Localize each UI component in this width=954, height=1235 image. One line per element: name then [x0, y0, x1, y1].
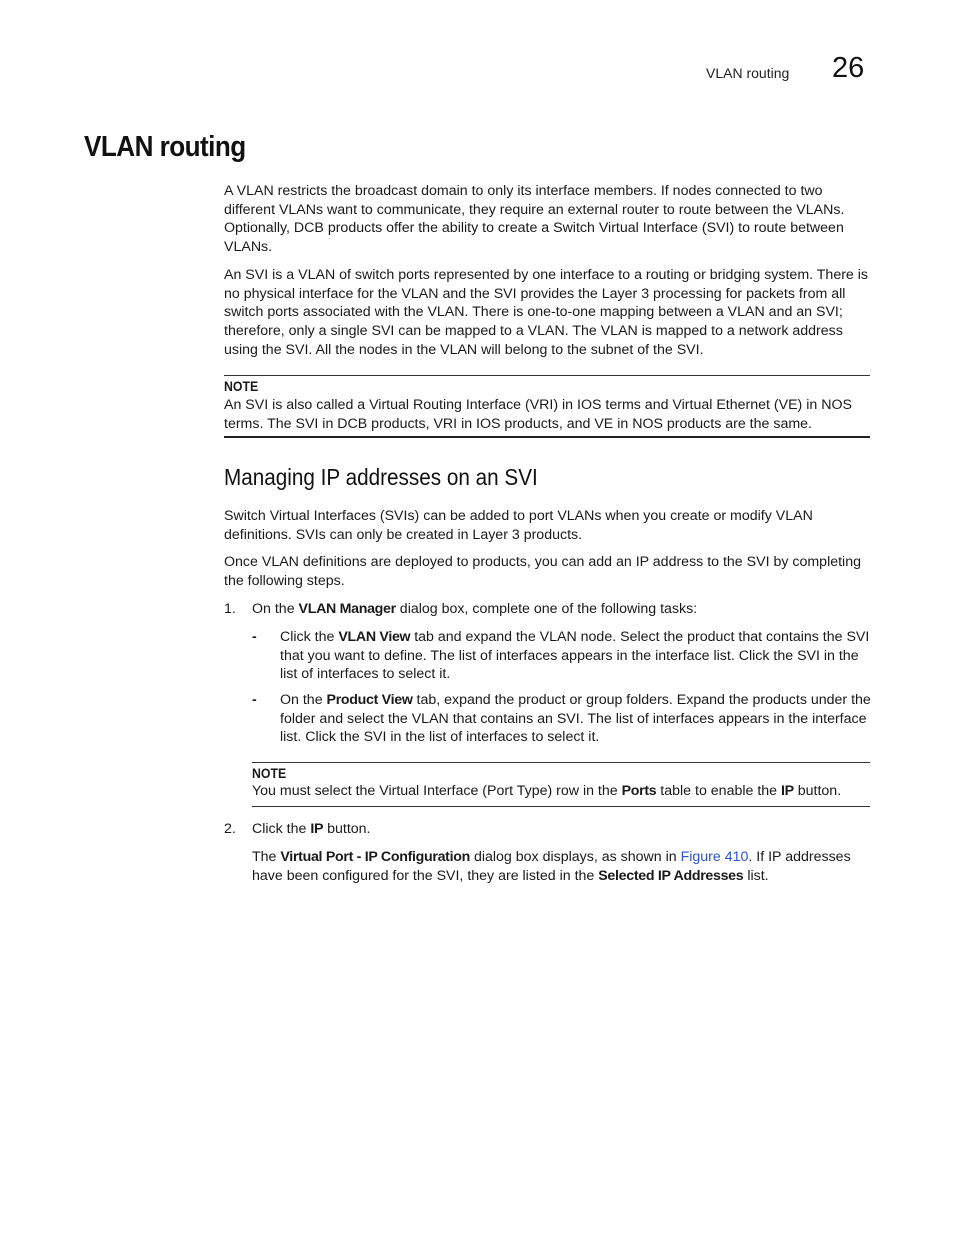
section-heading: Managing IP addresses on an SVI	[224, 464, 538, 490]
section-paragraph-1: Switch Virtual Interfaces (SVIs) can be added to port VLANs when you create or modify VLAN definitions. SVIs can only be created in Layer 3 products.	[224, 508, 813, 543]
product-view-ui-label: Product View	[326, 692, 413, 708]
ip-ui-label: IP	[781, 783, 794, 799]
intro-paragraph-1: A VLAN restricts the broadcast domain to only its interface members. If nodes connected to two different VLANs want to communicate, they require an external router to route between the VLANs. Optionally, DCB products offer the ability to create a Switch Virtual Interface (SVI) to route between VLANs.	[224, 183, 845, 256]
note-1-text: An SVI is also called a Virtual Routing Interface (VRI) in IOS terms and Virtual Ethernet (VE) in NOS terms. The SVI in DCB products, VRI in IOS products, and VE in NOS products are the same.	[224, 397, 852, 432]
running-header-chapter-number: 26	[832, 52, 865, 84]
note-2-bottom-rule	[252, 806, 870, 807]
bullet-1-pre: Click the	[280, 629, 339, 645]
bullet-2-pre: On the	[280, 692, 327, 708]
note-2-top-rule	[252, 762, 870, 763]
note-2-label: NOTE	[252, 765, 287, 781]
step-1-text	[252, 600, 872, 619]
step-2-post: button.	[323, 821, 371, 837]
running-header-section: VLAN routing	[706, 65, 790, 81]
section-paragraph-2: Once VLAN definitions are deployed to products, you can add an IP address to the SVI by completing the following steps.	[224, 554, 861, 589]
step-2-pre: Click the	[252, 821, 311, 837]
note-2-mid: table to enable the	[656, 783, 781, 799]
vlan-view-ui-label: VLAN View	[338, 629, 411, 645]
follow-pre: The	[252, 849, 281, 865]
bullet-1-post: tab and expand the VLAN node. Select the product that contains the SVI that you want to define. The list of interfaces appears in the interface list. Click the SVI in the list of interfaces to select it.	[280, 629, 870, 683]
note-2-text	[252, 782, 872, 801]
note-2-pre: You must select the Virtual Interface (Port Type) row in the	[252, 783, 622, 799]
step-1-text-post: dialog box, complete one of the following tasks:	[395, 601, 698, 617]
note-1-bottom-rule	[224, 436, 870, 438]
bullet-1-marker: -	[252, 629, 257, 645]
virtual-port-ip-config-ui-label: Virtual Port - IP Configuration	[280, 849, 470, 865]
selected-ip-addresses-ui-label: Selected IP Addresses	[598, 867, 744, 884]
step-1-text-pre: On the	[252, 601, 299, 617]
note-1-top-rule	[224, 375, 870, 376]
note-2-post: button.	[793, 783, 842, 799]
bullet-2-text	[280, 691, 872, 747]
step-2-number: 2.	[224, 821, 236, 837]
page-title: VLAN routing	[84, 131, 246, 163]
step-2-text	[252, 820, 872, 839]
bullet-2-post: tab, expand the product or group folders. Expand the products under the folder and select the VLAN that contains an SVI. The list of interfaces appears in the interface list. Click the SVI in the list of interfaces to select it.	[280, 692, 871, 746]
bullet-1-text	[280, 628, 872, 684]
note-1-label: NOTE	[224, 378, 259, 394]
step-1-number: 1.	[224, 601, 236, 617]
ip-button-ui-label: IP	[310, 821, 324, 837]
follow-post: list.	[743, 867, 769, 884]
figure-410-link[interactable]: Figure 410	[680, 849, 749, 865]
follow-mid-2: . If IP addresses have been configured for the SVI, they are listed in the	[252, 849, 851, 884]
bullet-2-marker: -	[252, 692, 257, 708]
vlan-manager-ui-label: VLAN Manager	[298, 601, 396, 617]
intro-paragraph-2: An SVI is a VLAN of switch ports represented by one interface to a routing or bridging system. There is no physical interface for the VLAN and the SVI provides the Layer 3 processing for packets from all switch ports associated with the VLAN. There is one-to-one mapping between a VLAN and an SVI; therefore, only a single SVI can be mapped to a VLAN. The VLAN is mapped to a network address using the SVI. All the nodes in the VLAN will belong to the subnet of the SVI.	[224, 267, 869, 358]
follow-mid-1: dialog box displays, as shown in	[470, 849, 681, 865]
step-2-follow-paragraph	[252, 848, 872, 885]
ports-ui-label: Ports	[621, 783, 657, 799]
